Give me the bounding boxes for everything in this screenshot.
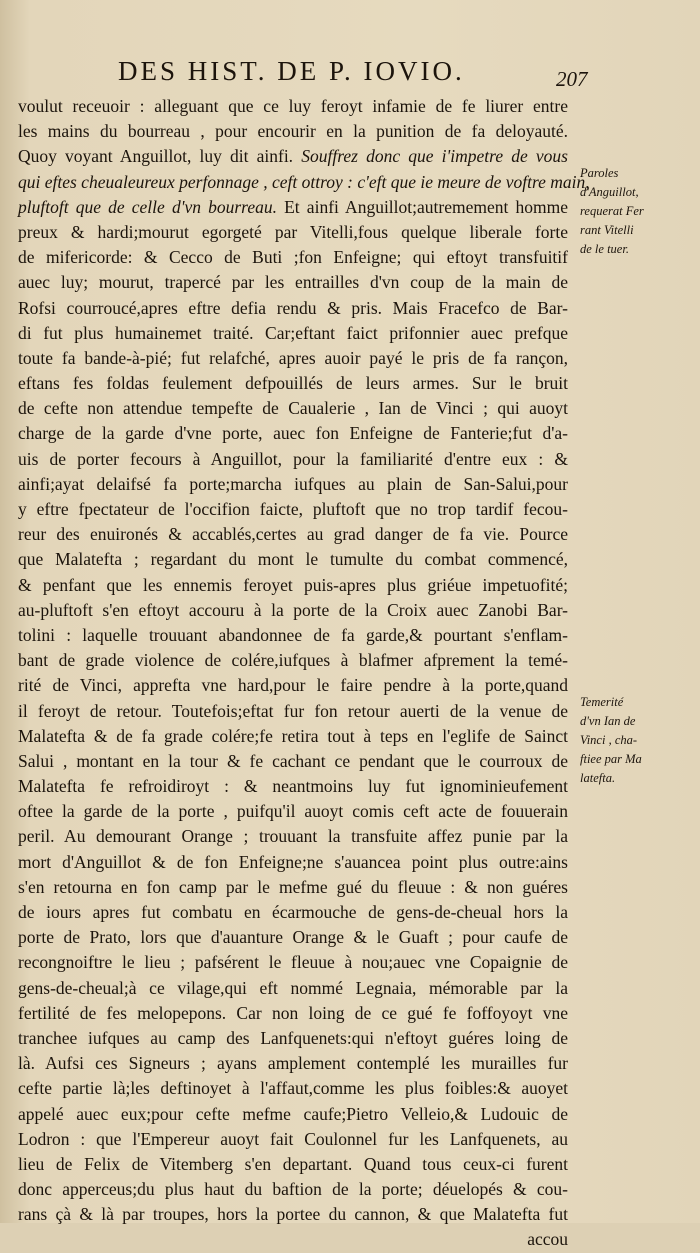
text-run: de cefte non attendue tempefte de Caualerie , Ian de Vinci ; qui auoyt: [18, 398, 568, 419]
text-line: [18, 648, 568, 673]
text-run: Quoy voyant Anguillot, luy dit ainfi.: [18, 146, 302, 167]
margin-note-line: requerat Fer: [580, 204, 644, 218]
text-run: Rofsi courroucé,apres eftre defia rendu & pris. Mais Fracefco de Bar-: [18, 297, 568, 318]
margin-note-line: Temerité: [580, 695, 624, 709]
text-line: [18, 371, 568, 396]
margin-note-line: rant Vitelli: [580, 223, 634, 237]
text-line: [18, 472, 568, 497]
text-run: Lodron : que l'Empereur auoyt fait Coulonnel fur les Lanfquenets, au: [18, 1128, 568, 1149]
text-line: [18, 396, 568, 421]
page-header: [0, 52, 700, 92]
margin-note-line: ftiee par Ma: [580, 752, 642, 766]
text-run: tranchee iufques au camp des Lanfquenets:qui n'eftoyt guéres loing de: [18, 1027, 568, 1048]
text-line: [18, 1152, 568, 1177]
margin-note-anguillot: [580, 164, 698, 259]
text-line: [18, 497, 568, 522]
text-run: de mifericorde: & Cecco de Buti ;fon Enfeigne; qui eftoyt transfuitif: [18, 247, 568, 268]
text-run: recongnoiftre le lieu ; pafsérent le fleuue à nou;auec vne Copaignie de: [18, 952, 568, 973]
text-line: [18, 547, 568, 572]
text-run: lieu de Felix de Vitemberg s'en departant. Quand tous ceux-ci furent: [18, 1153, 568, 1174]
text-line: [18, 875, 568, 900]
text-run: au-pluftoft s'en eftoyt accouru à la porte de la Croix auec Zanobi Bar-: [18, 599, 568, 620]
text-line: [18, 94, 568, 119]
text-line: [18, 119, 568, 144]
text-run: de iours apres fut combatu en écarmouche de gens-de-cheual hors la: [18, 902, 568, 922]
text-line: [18, 950, 568, 975]
text-line: [18, 447, 568, 472]
text-run: qui eftes cheualeureux perfonnage , ceft ottroy : c'eft que ie meure de voftre main,: [18, 171, 590, 192]
text-line: [18, 321, 568, 346]
text-line: [18, 144, 568, 169]
text-run: tolini : laquelle trouuant abandonnee de fa garde,& pourtant s'enflam-: [18, 624, 568, 645]
margin-note-line: d'vn Ian de: [580, 714, 636, 728]
text-run: Malatefta fe refroidiroyt : & neantmoins luy fut ignominieufement: [18, 776, 568, 797]
text-run: reur des enuironés & accablés,certes au grad danger de fa vie. Pource: [18, 524, 568, 545]
text-line: [18, 573, 568, 598]
text-run: bant de grade violence de colére,iufques à blafmer afprement la temé-: [18, 650, 568, 671]
text-line: [18, 522, 568, 547]
text-run: appelé auec eux;pour cefte mefme caufe;Pietro Velleio,& Ludouic de: [18, 1103, 568, 1124]
body-text: [18, 94, 590, 1253]
text-run: accou: [527, 1229, 568, 1250]
text-line: [18, 850, 568, 875]
text-line: [18, 1102, 568, 1127]
text-run: Et ainfi Anguillot;autremement homme: [276, 196, 568, 217]
text-line: [18, 1177, 568, 1202]
text-run: Souffrez donc que i'impetre de vous: [301, 146, 568, 167]
margin-note-line: d'Anguillot,: [580, 185, 639, 199]
text-run: Malatefta & de fa grade colére;fe retira tout à teps en l'eglife de Sainct: [18, 725, 568, 746]
text-run: peril. Au demourant Orange ; trouuant la transfuite affez punie par la: [18, 826, 568, 847]
text-line: [18, 774, 568, 799]
text-line: [18, 195, 568, 220]
text-run: & penfant que les ennemis feroyet puis-apres plus griéue impetuofité;: [18, 574, 568, 595]
text-run: rans çà & là par troupes, hors la portee du cannon, & que Malatefta fut: [18, 1204, 568, 1225]
text-run: fertilité de fes melopepons. Car non loing de ce gué fe foffoyoyt vne: [18, 1002, 568, 1023]
text-line: [18, 1076, 568, 1101]
text-run: là. Aufsi ces Signeurs ; ayans amplement contemplé les murailles fur: [18, 1053, 568, 1074]
margin-note-line: Paroles: [580, 166, 619, 180]
text-line: [18, 724, 568, 749]
running-head: DES HIST. DE P. IOVIO.: [118, 56, 465, 86]
text-line: [18, 598, 568, 623]
text-line: [18, 1202, 568, 1227]
text-run: charge de la garde d'vne porte, auec fon Enfeigne de Fanterie;fut d'a-: [18, 423, 568, 444]
text-line: [18, 749, 568, 774]
text-run: di fut plus humainemet traité. Car;eftant faict prifonnier auec prefque: [18, 322, 568, 343]
text-line: [18, 925, 568, 950]
text-run: il feroyt de retour. Toutefois;eftat fur fon retour auerti de la venue de: [18, 700, 568, 721]
text-run: les mains du bourreau , pour encourir en la punition de fa deloyauté.: [18, 121, 568, 142]
text-run: eftans fes foldas feulement defpouillés de leurs armes. Sur le bruit: [18, 373, 568, 394]
text-line: [18, 1051, 568, 1076]
text-line: [18, 623, 568, 648]
text-line: [18, 170, 590, 195]
text-run: gens-de-cheual;à ce vilage,qui eft nommé Legnaia, mémorable par la: [18, 977, 568, 998]
text-run: ainfi;ayat delaifsé fa porte;marcha iufques au plain de San-Salui,pour: [18, 473, 568, 494]
page-number: 207: [556, 67, 588, 91]
margin-note-line: Vinci , cha-: [580, 733, 638, 747]
text-run: Salui , montant en la tour & fe cachant ce pendant que le courroux de: [18, 750, 568, 771]
text-run: voulut receuoir : alleguant que ce luy feroyt infamie de fe liurer entre: [18, 96, 568, 116]
text-run: cefte partie là;les deftinoyet à l'affaut,comme les plus foibles:& auoyet: [18, 1078, 568, 1099]
text-run: mort d'Anguillot & de fon Enfeigne;ne s'auancea point plus outre:ains: [18, 851, 568, 872]
text-line: [18, 673, 568, 698]
text-line: [18, 699, 568, 724]
text-line: [18, 1001, 568, 1026]
text-run: oftee la garde de la porte , puifqu'il auoyt comis ceft acte de fouuerain: [18, 801, 568, 822]
text-run: que Malatefta ; regardant du mont le tumulte du combat commencé,: [18, 549, 568, 570]
text-line: [18, 1026, 568, 1051]
text-run: auec luy; mourut, trapercé par les entrailles d'vn coup de la main de: [18, 272, 568, 293]
text-line: [18, 976, 568, 1001]
text-run: uis de porter fecours à Anguillot, pour la familiarité d'entre eux : &: [18, 448, 568, 469]
text-run: porte de Prato, lors que d'auanture Orange & le Guaft ; pour caufe de: [18, 927, 568, 948]
text-line: [18, 824, 568, 849]
text-line: [18, 296, 568, 321]
text-line: [18, 1127, 568, 1152]
text-line: [18, 900, 568, 925]
text-line: [18, 245, 568, 270]
text-run: donc apperceus;du plus haut du baftion de la porte; déuelopés & cou-: [18, 1179, 568, 1200]
text-run: s'en retourna en fon camp par le mefme gué du fleuue : & non guéres: [18, 876, 568, 897]
text-run: rité de Vinci, apprefta vne hard,pour le faire pendre à la porte,quand: [18, 675, 568, 696]
text-line: [18, 421, 568, 446]
text-run: y eftre fpectateur de l'occifion faicte, pluftoft que no trop tardif fecou-: [18, 499, 568, 519]
text-run: preux & hardi;mourut egorgeté par Vitelli,fous quelque liberale forte: [18, 221, 568, 242]
margin-note-line: latefta.: [580, 771, 616, 785]
text-line: [18, 346, 568, 371]
margin-note-vinci: [580, 693, 698, 788]
text-line: [18, 799, 568, 824]
text-run: pluftoft que de celle d'vn bourreau.: [18, 196, 277, 217]
text-run: toute fa bande-à-pié; fut relafché, apres auoir payé le pris de fa rançon,: [18, 347, 568, 368]
text-line: [18, 270, 568, 295]
margin-note-line: de le tuer.: [580, 242, 629, 256]
text-line: [18, 1227, 568, 1252]
text-line: [18, 220, 568, 245]
